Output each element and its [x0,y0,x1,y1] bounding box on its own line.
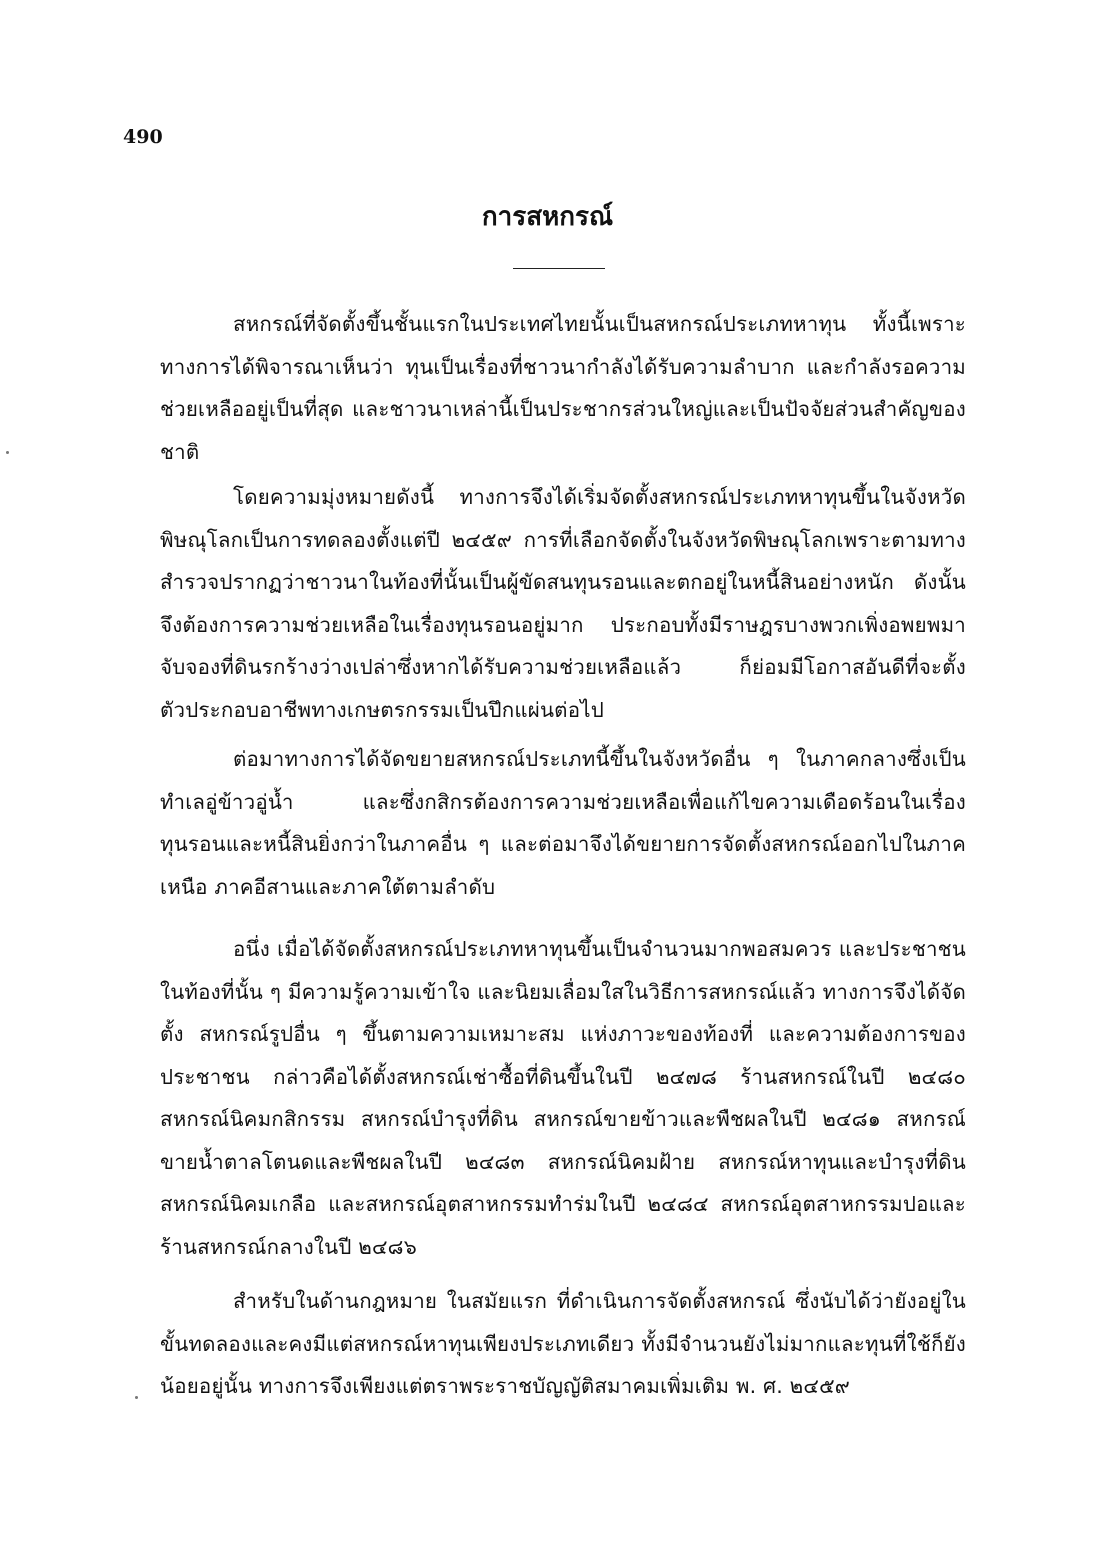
page-title: การสหกรณ์ [481,202,614,232]
title-underline [513,268,605,269]
paragraph-1: สหกรณ์ที่จัดตั้งขึ้นชั้นแรกในประเทศไทยนั้นเป็นสหกรณ์ประเภทหาทุน ทั้งนี้เพราะทางการได้พิจารณาเห็นว่า ทุนเป็นเรื่องที่ชาวนากำลังได้รับความลำบาก และกำลังรอความช่วยเหลืออยู่เป็นที่สุด และชาวนาเหล่านี้เป็นประชากรส่วนใหญ่และเป็นปัจจัยส่วนสำคัญของชาติ [160,312,966,464]
paragraph-5: สำหรับในด้านกฎหมาย ในสมัยแรก ที่ดำเนินการจัดตั้งสหกรณ์ ซึ่งนับได้ว่ายังอยู่ในขั้นทดลองและคงมีแต่สหกรณ์หาทุนเพียงประเภทเดียว ทั้งมีจำนวนยังไม่มากและทุนที่ใช้ก็ยังน้อยอยู่นั้น ทางการจึงเพียงแต่ตราพระราชบัญญัติสมาคมเพิ่มเติม พ. ศ. ๒๔๕๙ [160,1289,966,1398]
paragraph-4: อนึ่ง เมื่อได้จัดตั้งสหกรณ์ประเภทหาทุนขึ้นเป็นจำนวนมากพอสมควร และประชาชนในท้องที่นั้น ๆ มีความรู้ความเข้าใจ และนิยมเลื่อมใสในวิธีการสหกรณ์แล้ว ทางการจึงได้จัดตั้ง สหกรณ์รูปอื่น ๆ ขึ้นตามความเหมาะสม แห่งภาวะของท้องที่ และความต้องการของประชาชน กล่าวคือได้ตั้งสหกรณ์เช่าซื้อที่ดินขึ้นในปี ๒๔๗๘ ร้านสหกรณ์ในปี ๒๔๘๐ สหกรณ์นิคมกสิกรรม สหกรณ์บำรุงที่ดิน สหกรณ์ขายข้าวและพืชผลในปี ๒๔๘๑ สหกรณ์ขายน้ำตาลโตนดและพืชผลในปี ๒๔๘๓ สหกรณ์นิคมฝ้าย สหกรณ์หาทุนและบำรุงที่ดิน สหกรณ์นิคมเกลือ และสหกรณ์อุตสาหกรรมทำร่มในปี ๒๔๘๔ สหกรณ์อุตสาหกรรมปอและร้านสหกรณ์กลางในปี ๒๔๘๖ [160,937,966,1259]
paragraph-2: โดยความมุ่งหมายดังนี้ ทางการจึงได้เริ่มจัดตั้งสหกรณ์ประเภทหาทุนขึ้นในจังหวัดพิษณุโลกเป็นการทดลองตั้งแต่ปี ๒๔๕๙ การที่เลือกจัดตั้งในจังหวัดพิษณุโลกเพราะตามทางสำรวจปรากฏว่าชาวนาในท้องที่นั้นเป็นผู้ขัดสนทุนรอนและตกอยู่ในหนี้สินอย่างหนัก ดังนั้นจึงต้องการความช่วยเหลือในเรื่องทุนรอนอยู่มาก ประกอบทั้งมีราษฎรบางพวกเพิ่งอพยพมาจับจองที่ดินรกร้างว่างเปล่าซึ่งหากได้รับความช่วยเหลือแล้ว ก็ย่อมมีโอกาสอันดีที่จะตั้งตัวประกอบอาชีพทางเกษตรกรรมเป็นปึกแผ่นต่อไป [160,485,966,722]
scan-speck [135,1396,138,1399]
paragraph-3: ต่อมาทางการได้จัดขยายสหกรณ์ประเภทนี้ขึ้นในจังหวัดอื่น ๆ ในภาคกลางซึ่งเป็นทำเลอู่ข้าวอู่น้ำ และซึ่งกสิกรต้องการความช่วยเหลือเพื่อแก้ไขความเดือดร้อนในเรื่องทุนรอนและหนี้สินยิ่งกว่าในภาคอื่น ๆ และต่อมาจึงได้ขยายการจัดตั้งสหกรณ์ออกไปในภาคเหนือ ภาคอีสานและภาคใต้ตามลำดับ [160,747,966,899]
scan-speck [6,451,9,454]
page-number: 490 [123,126,163,148]
